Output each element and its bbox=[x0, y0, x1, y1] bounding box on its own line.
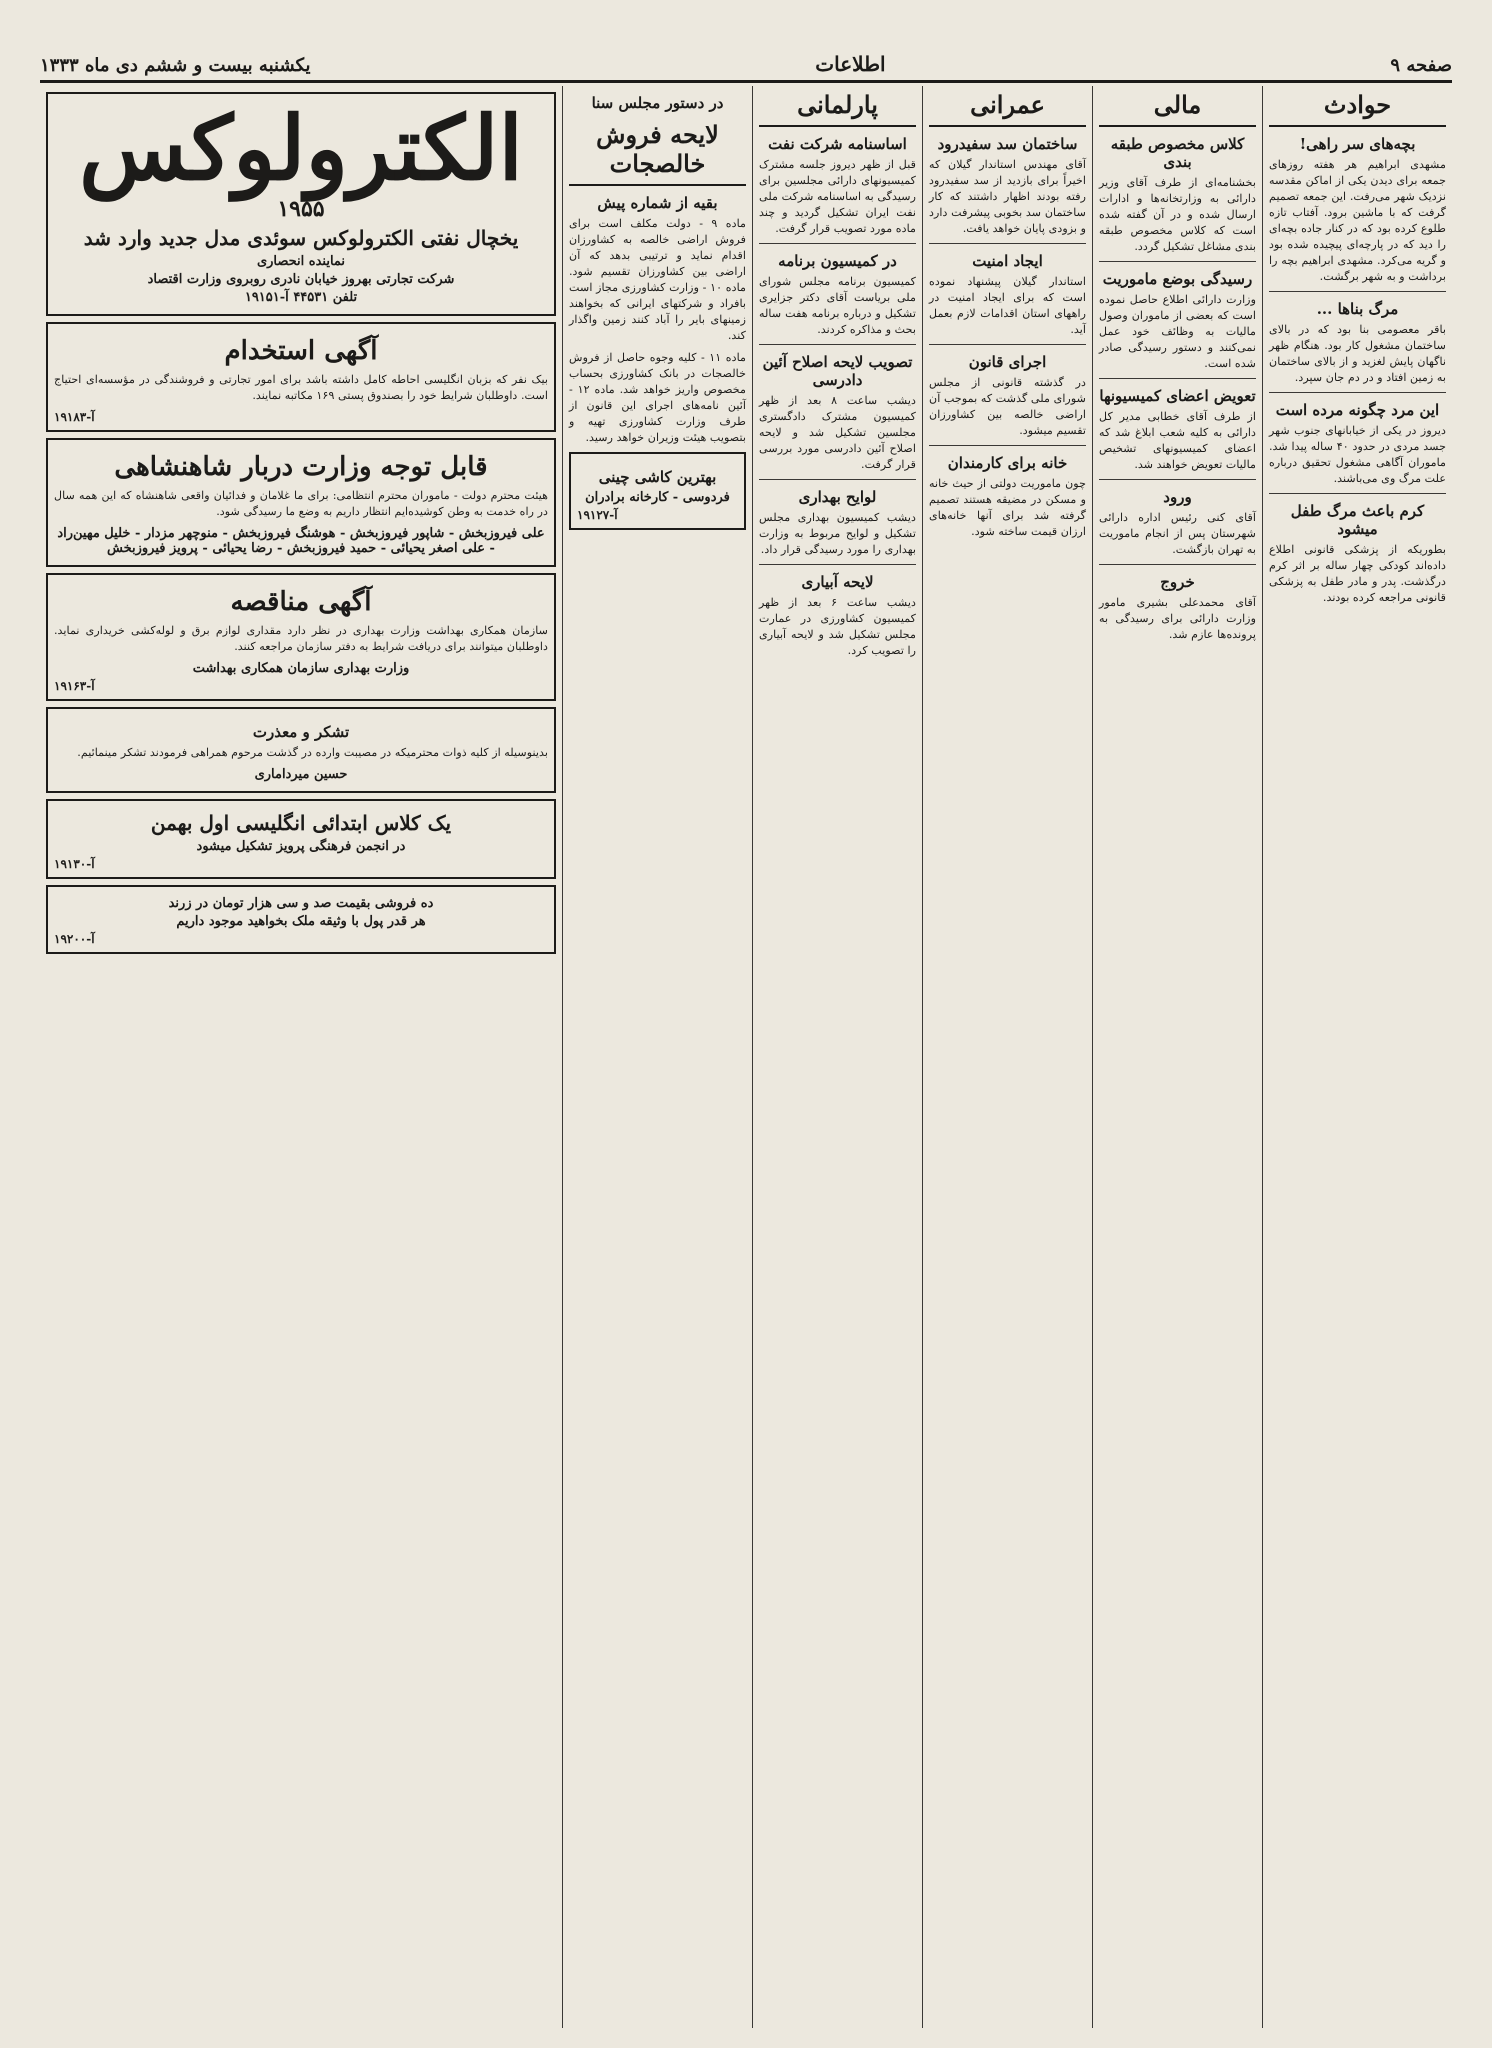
ad-year: ۱۹۵۵ bbox=[277, 196, 325, 222]
divider bbox=[1099, 261, 1256, 262]
article-body: بخشنامه‌ای از طرف آقای وزیر دارائی به وزارتخانه‌ها و ادارات ارسال شده و در آن گفته شده است که کلاس مخصوص طبقه بندی مشاغل تشکیل گردد. bbox=[1099, 176, 1256, 253]
article-body: آقای محمدعلی بشیری مامور وزارت دارائی برای رسیدگی به پرونده‌ها عازم شد. bbox=[1099, 596, 1256, 641]
article-title: ایجاد امنیت bbox=[972, 252, 1043, 270]
columns bbox=[40, 86, 1452, 2028]
tender-ad bbox=[46, 573, 556, 701]
ad-body: بدینوسیله از کلیه ذوات محترمیکه در مصیبت وارده در گذشت مرحوم همراهی فرمودند تشکر مینمائیم. bbox=[77, 746, 548, 759]
column-heading: حوادث bbox=[1269, 86, 1446, 127]
column-heading: عمرانی bbox=[929, 86, 1086, 127]
article-title: لایحه آبیاری bbox=[801, 573, 874, 591]
issue-date: یکشنبه بیست و ششم دی ماه ۱۳۳۳ bbox=[40, 55, 311, 76]
divider bbox=[1099, 564, 1256, 565]
court-notice bbox=[46, 438, 556, 567]
article-body: دیشب کمیسیون بهداری مجلس تشکیل و لوایح مربوط به وزارت بهداری را مورد رسیدگی قرار داد. bbox=[759, 511, 916, 556]
article-title: خروج bbox=[1160, 573, 1195, 591]
divider bbox=[1269, 392, 1446, 393]
article-title: رسیدگی بوضع ماموریت bbox=[1102, 270, 1253, 288]
column-ads bbox=[40, 86, 562, 2028]
ad-title: آگهی مناقصه bbox=[230, 587, 372, 617]
employment-ad bbox=[46, 322, 556, 432]
article-body: دیشب ساعت ۸ بعد از ظهر کمیسیون مشترک دادگستری مجلسین تشکیل شد و لایحه اصلاح آئین دادرسی مورد بررسی قرار گرفت. bbox=[759, 394, 916, 471]
article-body: آقای مهندس استاندار گیلان که اخیراً برای بازدید از سد سفیدرود رفته بودند اظهار داشتند که کار ساختمان سد بخوبی پیشرفت دارد و بزودی پایان خواهد یافت. bbox=[929, 158, 1086, 235]
article-title: کلاس مخصوص طبقه بندی bbox=[1110, 135, 1245, 171]
ad-body: در انجمن فرهنگی پرویز تشکیل میشود bbox=[196, 839, 406, 854]
article-title: کرم باعث مرگ طفل میشود bbox=[1290, 502, 1425, 538]
article-body: مشهدی ابراهیم هر هفته روزهای جمعه برای دیدن یکی از اماکن مقدسه نزدیک شهر می‌رفت. این جمعه تصمیم گرفت که با ماشین برود. آفتاب تازه طلوع کرده بود که در کنار جاده بچه‌ای را دید که در پارچه‌ای پیچیده شده بود و گریه می‌کرد. مشهدی ابراهیم بچه را برداشت و به شهر برگشت. bbox=[1269, 158, 1446, 283]
electrolux-ad bbox=[46, 92, 556, 316]
divider bbox=[1099, 378, 1256, 379]
article-body: وزارت دارائی اطلاع حاصل نموده است که بعضی از ماموران وصول مالیات به وظائف خود عمل نمی‌کنند و دستور رسیدگی صادر شده است. bbox=[1099, 293, 1256, 370]
article-body: دیروز در یکی از خیابانهای جنوب شهر جسد مردی در حدود ۴۰ ساله پیدا شد. ماموران آگاهی مشغول تحقیق درباره علت مرگ وی می‌باشند. bbox=[1269, 424, 1446, 485]
ad-headline: یخچال نفتی الکترولوکس سوئدی مدل جدید وارد شد bbox=[83, 226, 519, 250]
column-majles bbox=[562, 86, 752, 2028]
ad-ref: آ-۱۹۱۳۰ bbox=[54, 857, 95, 871]
article-title: لوایح بهداری bbox=[798, 488, 877, 506]
article-title: خانه برای کارمندان bbox=[947, 454, 1068, 472]
ad-body: هیئت محترم دولت - ماموران محترم انتظامی: برای ما غلامان و فدائیان واقعی شاهنشاه که این همه سال در راه خدمت به وطن کوشیده‌ایم انتظار داریم به وضع ما رسیدگی شود. bbox=[54, 489, 548, 518]
article-body: ماده ۹ - دولت مکلف است برای فروش اراضی خالصه به کشاورزان اقدام نماید و ترتیبی بدهد که آن اراضی بین کشاورزان تقسیم شود. ماده ۱۰ - وزارت کشاورزی مجاز است بافراد و شرکتهای ایرانی که بخواهند زمینهای بایر را آباد کنند زمین واگذار کند. bbox=[569, 217, 746, 342]
ad-title: بهترین کاشی چینی bbox=[598, 468, 717, 486]
article-body: دیشب ساعت ۶ بعد از ظهر کمیسیون کشاورزی در عمارت مجلس تشکیل شد و لایحه آبیاری را تصویب کرد. bbox=[759, 596, 916, 657]
newspaper-name: اطلاعات bbox=[815, 52, 886, 76]
ad-body: فردوسی - کارخانه برادران bbox=[585, 490, 730, 505]
column-hawadeth bbox=[1262, 86, 1452, 2028]
ad-ref: آ-۱۹۱۸۳ bbox=[54, 410, 95, 424]
column-heading: پارلمانی bbox=[759, 86, 916, 127]
divider bbox=[1099, 479, 1256, 480]
ad-brand: الکترولوکس bbox=[79, 96, 523, 200]
ad-body: سازمان همکاری بهداشت وزارت بهداری در نظر دارد مقداری لوازم برق و لوله‌کشی خریداری نماید. داوطلبان میتوانند برای دریافت شرایط به دفتر سازمان مراجعه کنند. bbox=[54, 624, 548, 653]
divider bbox=[1269, 493, 1446, 494]
article-body: از طرف آقای خطابی مدیر کل دارائی به کلیه شعب ابلاغ شد که اعضای کمیسیونهای تشخیص مالیات تعویض خواهند شد. bbox=[1099, 410, 1256, 471]
article-body: باقر معصومی بنا بود که در بالای ساختمان مشغول کار بود. هنگام ظهر ناگهان پایش لغزید و از بالای ساختمان به زمین افتاد و در دم جان سپرد. bbox=[1269, 323, 1446, 384]
column-omrani bbox=[922, 86, 1092, 2028]
tile-ad bbox=[569, 452, 746, 530]
ad-signature: حسین میرداماری bbox=[254, 767, 348, 782]
column-heading: لایحه فروش خالصجات bbox=[569, 116, 746, 186]
ad-line: ده فروشی بقیمت صد و سی هزار تومان در زرند bbox=[168, 896, 434, 911]
divider bbox=[929, 243, 1086, 244]
article-subhead: بقیه از شماره پیش bbox=[597, 194, 718, 212]
divider bbox=[929, 344, 1086, 345]
ad-ref: آ-۱۹۲۰۰ bbox=[54, 932, 95, 946]
column-mali bbox=[1092, 86, 1262, 2028]
article-title: بچه‌های سر راهی! bbox=[1299, 135, 1416, 153]
divider bbox=[929, 445, 1086, 446]
divider bbox=[759, 564, 916, 565]
article-title: در کمیسیون برنامه bbox=[778, 252, 897, 270]
article-title: تصویب لایحه اصلاح آئین دادرسی bbox=[762, 353, 913, 389]
thanks-ad bbox=[46, 707, 556, 793]
ad-title: آگهی استخدام bbox=[224, 336, 378, 366]
ad-tel: تلفن ۴۴۵۳۱ آ-۱۹۱۵۱ bbox=[244, 290, 358, 305]
english-class-ad bbox=[46, 799, 556, 879]
masthead bbox=[40, 22, 1452, 83]
divider bbox=[1269, 291, 1446, 292]
article-body: ماده ۱۱ - کلیه وجوه حاصل از فروش خالصجات در بانک کشاورزی بحساب مخصوص واریز خواهد شد. ماده ۱۲ - آئین نامه‌های اجرای این قانون از طرف وزارت کشاورزی تهیه و بتصویب هیئت وزیران خواهد رسید. bbox=[569, 351, 746, 444]
ad-title: قابل توجه وزارت دربار شاهنشاهی bbox=[114, 452, 488, 482]
ad-rep: نماینده انحصاری bbox=[256, 254, 346, 269]
real-estate-ad bbox=[46, 885, 556, 954]
article-body: در گذشته قانونی از مجلس شورای ملی گذشت که بموجب آن اراضی خالصه بین کشاورزان تقسیم میشود. bbox=[929, 376, 1086, 437]
page-number: صفحه ۹ bbox=[1390, 55, 1452, 76]
article-title: اساسنامه شرکت نفت bbox=[768, 135, 907, 153]
divider bbox=[759, 344, 916, 345]
article-title: ساختمان سد سفیدرود bbox=[937, 135, 1078, 153]
ad-ref: آ-۱۹۱۲۷ bbox=[577, 508, 618, 522]
article-body: قبل از ظهر دیروز جلسه مشترک کمیسیونهای دارائی مجلسین برای رسیدگی به اساسنامه شرکت ملی نفت ایران تشکیل گردید و چند ماده مورد تصویب قرار گرفت. bbox=[759, 158, 916, 235]
divider bbox=[759, 243, 916, 244]
article-title: تعویض اعضای کمیسیونها bbox=[1099, 387, 1256, 405]
newspaper-page bbox=[40, 22, 1452, 2028]
ad-title: تشکر و معذرت bbox=[252, 723, 350, 741]
column-parlemani bbox=[752, 86, 922, 2028]
ad-ref: آ-۱۹۱۶۳ bbox=[54, 679, 95, 693]
article-title: اجرای قانون bbox=[968, 353, 1047, 371]
article-body: چون ماموریت دولتی از حیث خانه و مسکن در مضیقه هستند تصمیم گرفته شد برای آنها خانه‌های ارزان قیمت ساخته شود. bbox=[929, 477, 1086, 538]
article-title: مرگ بناها ... bbox=[1316, 300, 1399, 318]
article-kicker: در دستور مجلس سنا bbox=[591, 94, 724, 112]
ad-title: یک کلاس ابتدائی انگلیسی اول بهمن bbox=[150, 811, 452, 835]
article-body: استاندار گیلان پیشنهاد نموده است که برای ایجاد امنیت در راههای استان اقدامات لازم بعمل آید. bbox=[929, 275, 1086, 336]
ad-signature: وزارت بهداری سازمان همکاری بهداشت bbox=[192, 661, 410, 676]
article-title: ورود bbox=[1163, 488, 1192, 506]
ad-body: بیک نفر که بزبان انگلیسی احاطه کامل داشته باشد برای امور تجارتی و فروشندگی در مؤسسه‌ای احتیاج است. داوطلبان شرایط خود را بصندوق پستی ۱۶۹ مکاتبه نمایند. bbox=[54, 373, 548, 402]
ad-names: علی فیروزبخش - شاپور فیروزبخش - هوشنگ فیروزبخش - منوچهر مزدار - خلیل مهین‌راد - علی اصغر یحیائی - حمید فیروزبخش - رضا یحیائی - پرویز فیروزبخش bbox=[57, 526, 545, 556]
column-heading: مالی bbox=[1099, 86, 1256, 127]
article-title: این مرد چگونه مرده است bbox=[1275, 401, 1440, 419]
divider bbox=[759, 479, 916, 480]
article-body: بطوریکه از پزشکی قانونی اطلاع داده‌اند کودکی چهار ساله بر اثر کرم درگذشت. پدر و مادر طفل به پزشکی قانونی مراجعه کرده بودند. bbox=[1269, 543, 1446, 604]
ad-line: هر قدر پول با وثیقه ملک بخواهید موجود داریم bbox=[176, 914, 426, 929]
ad-company: شرکت تجارتی بهروز خیابان نادری روبروی وزارت اقتصاد bbox=[147, 272, 455, 287]
article-body: کمیسیون برنامه مجلس شورای ملی بریاست آقای دکتر جزایری تشکیل و درباره برنامه هفت ساله بحث و مذاکره کردند. bbox=[759, 275, 916, 336]
article-body: آقای کنی رئیس اداره دارائی شهرستان پس از انجام ماموریت به تهران بازگشت. bbox=[1099, 511, 1256, 556]
